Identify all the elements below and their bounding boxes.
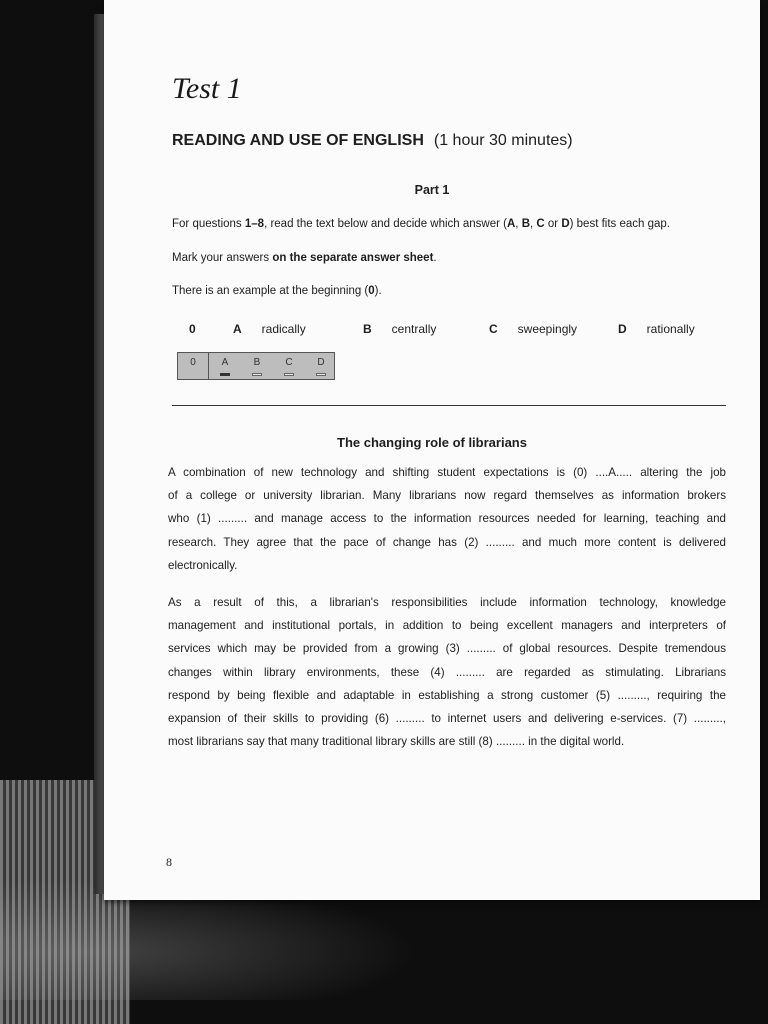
answer-mark-d [316, 373, 326, 376]
section-name: READING AND USE OF ENGLISH [172, 132, 424, 149]
text-line: respond by being flexible and adaptable in establishing a strong customer (5) ........., requiring the [168, 688, 726, 702]
example-option-c: C sweepingly [489, 322, 578, 336]
text-line: changes within library environments, these (4) ......... are regarded as stimulating. Librarians [168, 665, 726, 679]
answer-box-letter-a: A [221, 357, 229, 368]
test-title: Test 1 [172, 72, 242, 105]
text-line: management and institutional portals, in addition to being excellent managers and interpreters of [168, 619, 726, 633]
document-page [104, 0, 760, 900]
answer-box-letter-c: C [285, 357, 293, 368]
example-answer-box [177, 352, 335, 380]
answer-mark-c [284, 373, 294, 376]
text-line: who (1) ......... and manage access to the information resources needed for learning, teaching and [168, 512, 726, 526]
article-paragraph-2 [168, 591, 726, 753]
article-paragraph-1 [168, 461, 726, 577]
answer-box-letter-d: D [317, 357, 325, 368]
section-heading [172, 132, 573, 150]
answer-mark-b [252, 373, 262, 376]
answer-box-divider [208, 353, 209, 379]
text-line: A combination of new technology and shifting student expectations is (0) ....A..... altering the job [168, 466, 726, 479]
instruction-line-2: Mark your answers on the separate answer sheet. [172, 252, 437, 264]
section-duration: (1 hour 30 minutes) [433, 132, 573, 149]
text-line: As a result of this, a librarian's responsibilities include information technology, knowledge [168, 596, 726, 609]
answer-box-letter-b: B [253, 357, 261, 368]
example-option-b: B centrally [363, 322, 437, 336]
text-line: expansion of their skills to providing (6) ......... to internet users and delivering e-services. (7) ........., [168, 711, 726, 725]
text-line: research. They agree that the pace of change has (2) ......... and much more content is delivered [168, 535, 726, 549]
part-label: Part 1 [414, 183, 450, 197]
example-option-a: A radically [233, 322, 306, 336]
example-option-d: D rationally [618, 322, 695, 336]
text-line: most librarians say that many traditional library skills are still (8) ......... in the digital world. [168, 735, 625, 749]
instruction-line-1: For questions 1–8, read the text below and decide which answer (A, B, C or D) best fits each gap. [172, 218, 671, 230]
instruction-line-3: There is an example at the beginning (0). [172, 285, 382, 297]
text-line: of a college or university librarian. Many librarians now regard themselves as information brokers [168, 489, 726, 503]
section-divider [172, 405, 726, 406]
example-number: 0 [189, 322, 196, 336]
answer-box-number: 0 [190, 357, 196, 368]
page-number: 8 [166, 855, 172, 869]
article-title: The changing role of librarians [337, 435, 527, 450]
answer-mark-a [220, 373, 230, 376]
text-line: electronically. [168, 558, 238, 572]
text-line: services which may be provided from a growing (3) ......... of global resources. Despite tremendous [168, 642, 726, 656]
